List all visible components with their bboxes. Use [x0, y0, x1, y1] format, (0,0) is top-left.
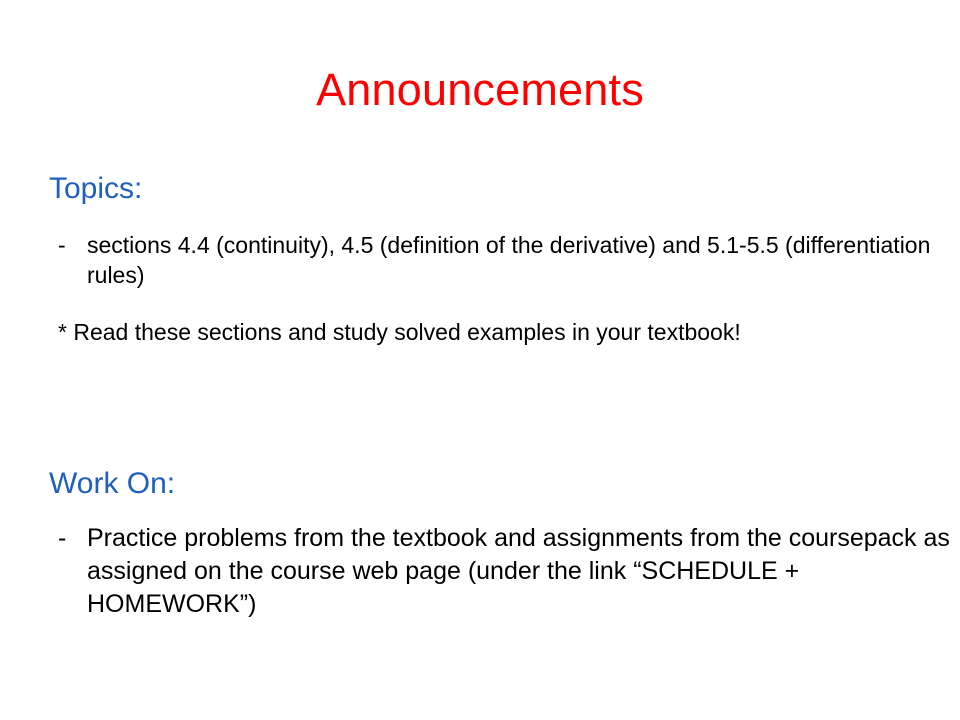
- work-on-heading: Work On:: [49, 467, 176, 500]
- slide-title: Announcements: [316, 64, 644, 115]
- topics-bullet-text: sections 4.4 (continuity), 4.5 (definition of the derivative) and 5.1-5.5 (differentiation rules): [87, 232, 931, 288]
- topics-note: * Read these sections and study solved examples in your textbook!: [58, 319, 741, 345]
- dash-marker: -: [58, 524, 67, 552]
- topics-bullet: [58, 230, 947, 290]
- work-on-bullet-text: Practice problems from the textbook and assignments from the coursepack as assigned on the course web page (under the link “SCHEDULE + HOMEWORK”): [87, 524, 950, 618]
- work-on-bullet: [58, 522, 957, 621]
- dash-marker: -: [58, 232, 66, 258]
- topics-heading: Topics:: [49, 172, 143, 205]
